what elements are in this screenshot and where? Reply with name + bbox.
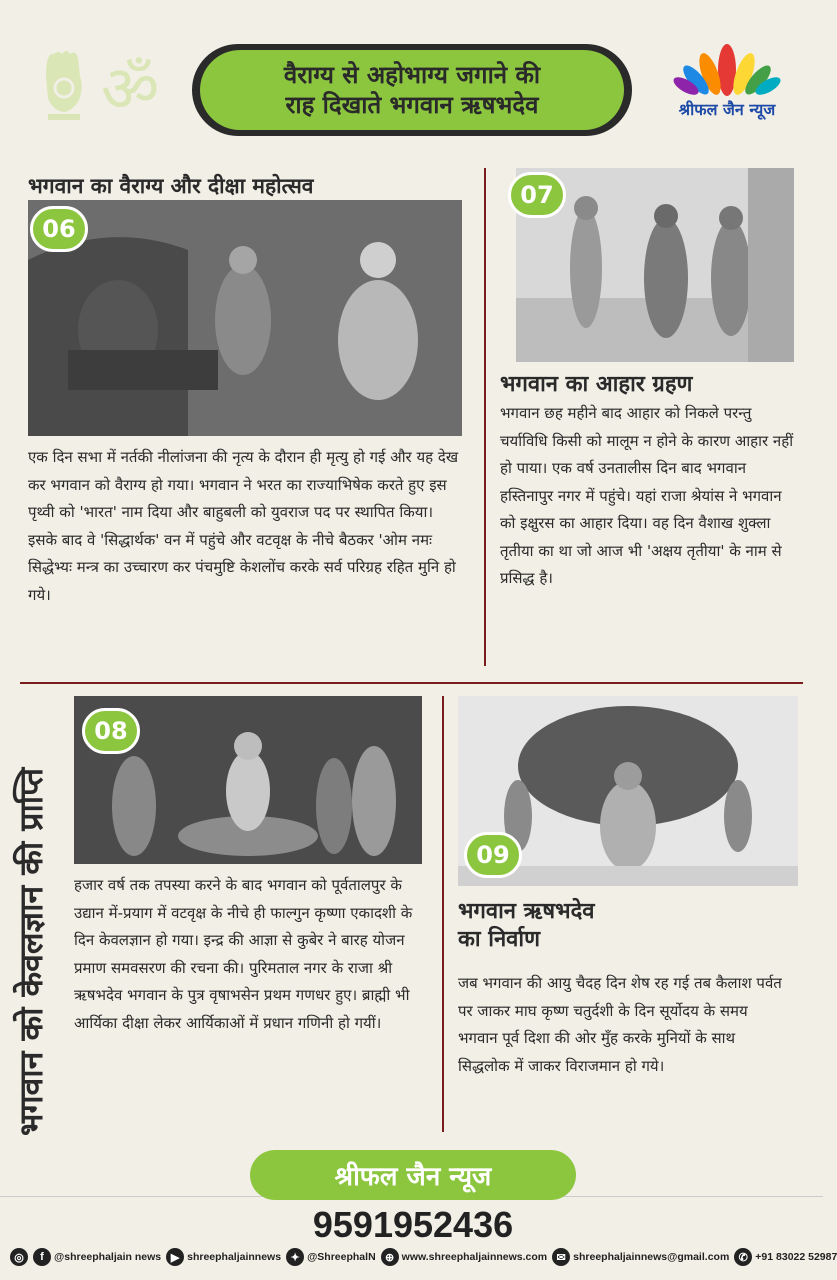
section-07-text: भगवान छह महीने बाद आहार को निकले परन्तु चर्याविधि किसी को मालूम न होने के कारण आहार नहीं हो पाया। एक वर्ष उनतालीस दिन बाद भगवान हस्तिनापुर नगर में पहुंचे। यहां राजा श्रेयांस ने भगवान को इक्षुरस का आहार दिया। वह दिन वैशाख शुक्ला तृतीया का था जो आज भी 'अक्षय तृतीया' के नाम से प्रसिद्ध है। xyxy=(500,404,794,587)
whatsapp-icon: ✆ xyxy=(734,1248,752,1266)
social-email[interactable] xyxy=(552,1248,729,1266)
badge-08: 08 xyxy=(82,708,140,754)
horizontal-divider xyxy=(20,682,803,684)
section-08-vertical-title: भगवान को केवलज्ञान की प्राप्ति xyxy=(12,767,50,1136)
facebook-icon: f xyxy=(33,1248,51,1266)
page-title-line2: राह दिखाते भगवान ऋषभदेव xyxy=(285,91,539,119)
page-title-line1: वैराग्य से अहोभाग्य जगाने की xyxy=(283,61,541,89)
social-facebook[interactable] xyxy=(33,1248,161,1266)
diksha-illustration xyxy=(28,200,462,436)
social-links xyxy=(10,1246,837,1268)
footer-brand: श्रीफल जैन न्यूज xyxy=(250,1150,576,1200)
section-06-title: भगवान का वैराग्य और दीक्षा महोत्सव xyxy=(28,174,314,198)
email-icon: ✉ xyxy=(552,1248,570,1266)
instagram-icon: ◎ xyxy=(10,1248,28,1266)
page-title xyxy=(200,50,624,130)
social-youtube-text: shreephaljainnews xyxy=(187,1251,282,1263)
social-whatsapp[interactable] xyxy=(734,1248,837,1266)
social-instagram[interactable] xyxy=(10,1248,28,1266)
section-09-title-line1: भगवान ऋषभदेव xyxy=(458,899,595,924)
footer-phone: 9591952436 xyxy=(312,1204,514,1245)
section-09-text: जब भगवान की आयु चैदह दिन शेष रह गई तब कैलाश पर्वत पर जाकर माघ कृष्ण चतुर्दशी के दिन सूर्योदय के समय भगवान पूर्व दिशा की ओर मुँह करके मुनियों के साथ सिद्धलोक में जाकर विराजमान हो गये। xyxy=(458,974,782,1075)
om-symbol: ॐ xyxy=(100,53,160,127)
social-whatsapp-text: +91 83022 52987 xyxy=(755,1251,837,1263)
section-07-title: भगवान का आहार ग्रहण xyxy=(500,372,693,397)
social-twitter-text: @ShreephalN xyxy=(307,1251,376,1263)
social-website[interactable] xyxy=(381,1248,548,1266)
badge-09: 09 xyxy=(464,832,522,878)
logo-text: श्रीफल जैन न्यूज xyxy=(678,100,776,119)
section-08-text: हजार वर्ष तक तपस्या करने के बाद भगवान को पूर्वतालपुर के उद्यान में-प्रयाग में वटवृक्ष के नीचे ही फाल्गुन कृष्णा एकादशी के दिन केवलज्ञान हो गया। इन्द्र की आज्ञा से कुबेर ने बारह योजन प्रमाण समवसरण की रचना की। पुरिमताल नगर के राजा श्री ऋषभदेव भगवान के पुत्र वृषाभसेन प्रथम गणधर हुए। ब्राह्मी भी आर्यिका दीक्षा लेकर आर्यिकाओं में प्रधान गणिनी हो गयीं। xyxy=(74,876,413,1032)
column-divider-top xyxy=(484,168,486,666)
column-divider-bottom xyxy=(442,696,444,1132)
section-09-title xyxy=(458,898,758,954)
section-06-text: एक दिन सभा में नर्तकी नीलांजना की नृत्य के दौरान ही मृत्यु हो गई और यह देख कर भगवान को वैराग्य हो गया। भगवान ने भरत का राज्याभिषेक करते हुए इस पृथ्वी को 'भारत' नाम दिया और बाहुबली को युवराज पद पर स्थापित किया। इसके बाद वे 'सिद्धार्थक' वन में पहुंचे और वटवृक्ष के नीचे बैठकर 'ओम नमः सिद्धेभ्यः मन्त्र का उच्चारण कर पंचमुष्टि केशलोंच करके सर्व परिग्रह रहित मुनि हो गये। xyxy=(28,448,459,604)
jain-hand-emblem-icon xyxy=(40,46,88,128)
globe-icon: ⊕ xyxy=(381,1248,399,1266)
section-09-title-line2: का निर्वाण xyxy=(458,927,540,952)
social-youtube[interactable] xyxy=(166,1248,281,1266)
badge-06: 06 xyxy=(30,206,88,252)
social-facebook-text: @shreephaljain news xyxy=(54,1251,162,1263)
badge-07: 07 xyxy=(508,172,566,218)
twitter-icon: ✦ xyxy=(286,1248,304,1266)
social-twitter[interactable] xyxy=(286,1248,376,1266)
youtube-icon: ▶ xyxy=(166,1248,184,1266)
social-website-text: www.shreephaljainnews.com xyxy=(401,1251,548,1263)
social-email-text: shreephaljainnews@gmail.com xyxy=(573,1251,730,1263)
